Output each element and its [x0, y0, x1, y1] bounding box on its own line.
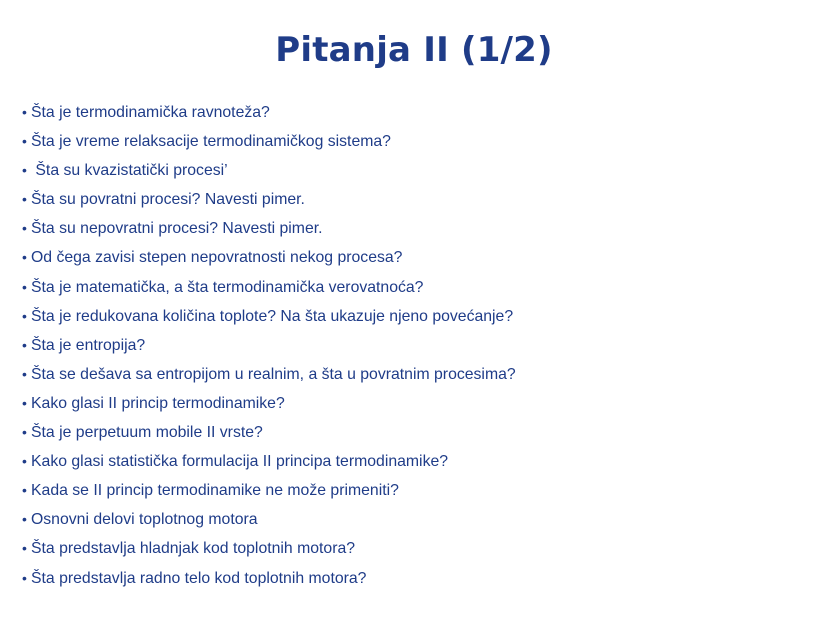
bullet-icon: • [22, 394, 27, 411]
slide-title: Pitanja II (1/2) [275, 30, 553, 70]
question-text: Šta je termodinamička ravnoteža? [31, 104, 270, 121]
bullet-icon: • [22, 511, 27, 528]
question-item [22, 127, 516, 156]
question-text: Šta predstavlja hladnjak kod toplotnih motora? [31, 540, 356, 558]
question-text: Osnovni delovi toplotnog motora [31, 511, 258, 529]
question-text: Šta je perpetuum mobile II vrste? [31, 424, 263, 442]
question-text: Šta predstavlja radno telo kod toplotnih motora? [31, 569, 367, 587]
question-list [22, 98, 516, 593]
question-text: Šta su povratni procesi? Navesti pimer. [31, 191, 305, 209]
bullet-icon: • [22, 278, 27, 295]
bullet-icon: • [22, 191, 27, 208]
bullet-icon: • [22, 307, 27, 324]
question-item [22, 534, 516, 563]
question-item [22, 447, 516, 476]
question-text: Od čega zavisi stepen nepovratnosti nekog procesa? [31, 249, 403, 267]
bullet-icon: • [22, 336, 27, 353]
bullet-icon: • [22, 249, 27, 266]
question-item [22, 185, 516, 214]
bullet-icon: • [22, 104, 27, 120]
question-item [22, 156, 516, 185]
question-item [22, 98, 516, 127]
bullet-icon: • [22, 569, 27, 586]
question-text: Šta je redukovana količina toplote? Na šta ukazuje njeno povećanje? [31, 307, 514, 325]
question-item [22, 418, 516, 447]
bullet-icon: • [22, 424, 27, 441]
question-text: Šta je vreme relaksacije termodinamičkog sistema? [31, 133, 391, 151]
bullet-icon: • [22, 453, 27, 470]
bullet-icon: • [22, 482, 27, 499]
question-item [22, 389, 516, 418]
bullet-icon: • [22, 365, 27, 382]
question-text: Šta je entropija? [31, 336, 146, 354]
question-text: Kako glasi statistička formulacija II principa termodinamike? [31, 453, 449, 471]
question-text: Šta je matematička, a šta termodinamička verovatnoća? [31, 278, 424, 296]
question-item [22, 243, 516, 272]
question-text: Kada se II princip termodinamike ne može primeniti? [31, 482, 399, 500]
question-item [22, 564, 516, 593]
question-text: Šta su nepovratni procesi? Navesti pimer. [31, 220, 323, 238]
question-item [22, 214, 516, 243]
question-text: Šta se dešava sa entropijom u realnim, a šta u povratnim procesima? [31, 365, 516, 383]
question-item [22, 331, 516, 360]
bullet-icon: • [22, 220, 27, 237]
bullet-icon: • [22, 133, 27, 150]
question-item [22, 505, 516, 534]
bullet-icon: • [22, 162, 27, 179]
question-item [22, 273, 516, 302]
bullet-icon: • [22, 540, 27, 557]
question-item [22, 360, 516, 389]
question-text: Kako glasi II princip termodinamike? [31, 394, 285, 412]
question-item [22, 302, 516, 331]
question-item [22, 476, 516, 505]
question-text: Šta su kvazistatički procesi’ [31, 162, 228, 180]
